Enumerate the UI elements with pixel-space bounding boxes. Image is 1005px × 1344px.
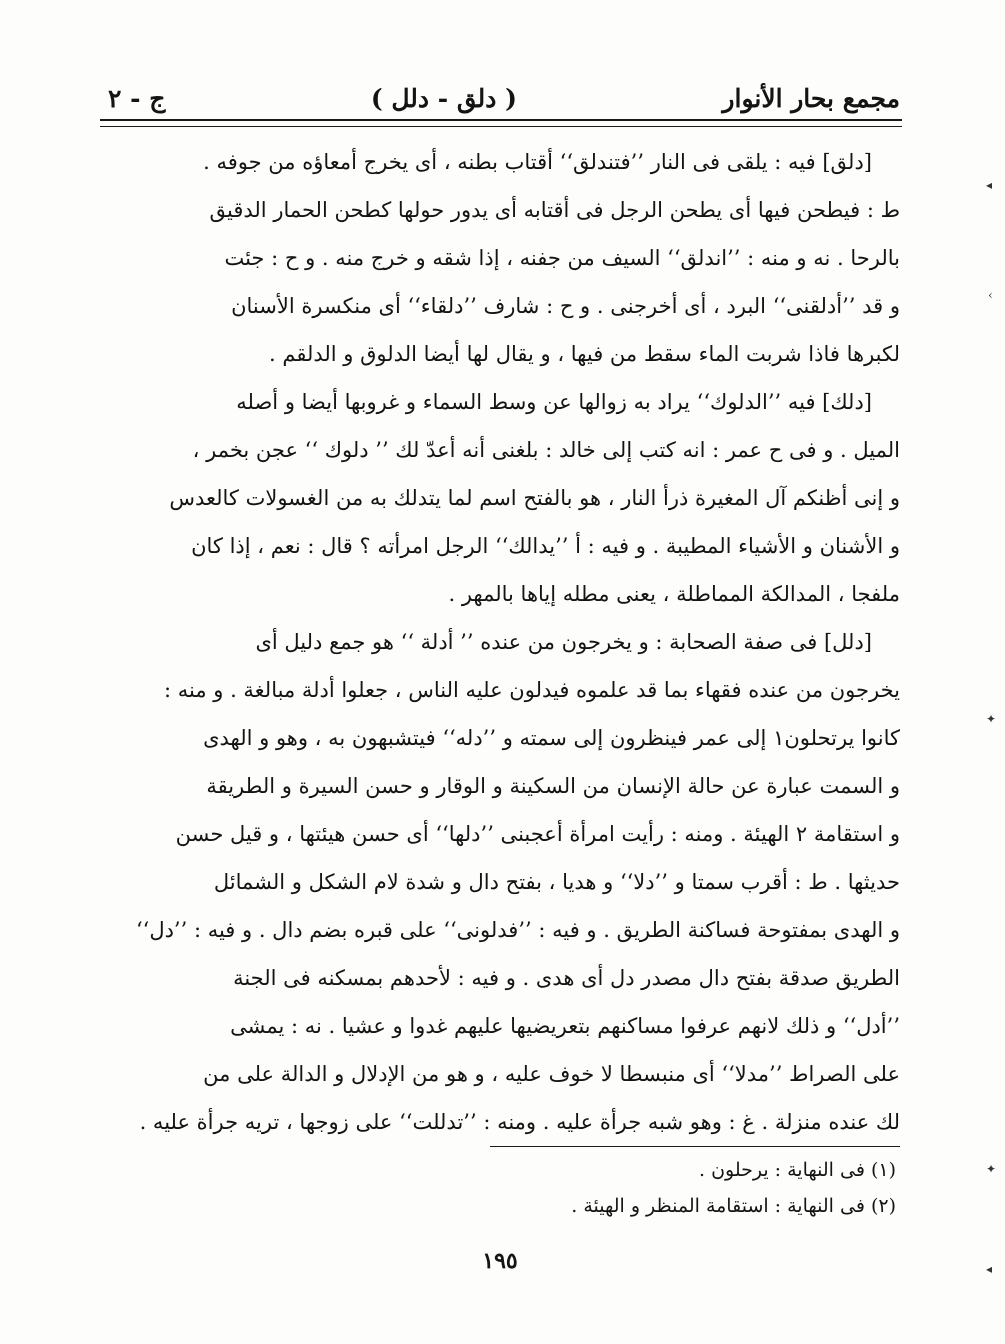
margin-mark: ✦	[986, 1162, 997, 1176]
text-line: الميل . و فى ح عمر : انه كتب إلى خالد : بلغنى أنه أعدّ لك ’’ دلوك ‘‘ عجن بخمر ،	[192, 438, 900, 462]
text-line: ’’أدل‘‘ و ذلك لانهم عرفوا مساكنهم بتعريضيها عليهم غدوا و عشيا . نه : يمشى	[230, 1014, 900, 1038]
text-line: حديثها . ط : أقرب سمتا و ’’دلا‘‘ و هديا ، بفتح دال و شدة لام الشكل و الشمائل	[213, 870, 900, 894]
text-line: و الهدى بمفتوحة فساكنة الطريق . و فيه : ’’فدلونى‘‘ على قبره بضم دال . و فيه : ’’دل‘‘	[135, 918, 900, 942]
text-line: ملفجا ، المدالكة المماطلة ، يعنى مطله إياها بالمهر .	[448, 582, 900, 606]
footnotes	[108, 1152, 900, 1224]
text-line: ط : فيطحن فيها أى يطحن الرجل فى أقتابه أى يدور حولها كطحن الحمار الدقيق	[209, 198, 900, 222]
text-line: على الصراط ’’مدلا‘‘ أى منبسطا لا خوف عليه ، و هو من الإدلال و الدالة على من	[203, 1062, 900, 1086]
text-line: يخرجون من عنده فقهاء بما قد علموه فيدلون عليه الناس ، جعلوا أدلة مبالغة . و منه :	[163, 678, 900, 702]
running-header	[108, 76, 900, 120]
margin-mark: ◂	[986, 178, 993, 192]
text-line: [دلك] فيه ’’الدلوك‘‘ يراد به زوالها عن وسط السماء و غروبها أيضا و أصله	[236, 390, 872, 414]
text-line: و إنى أظنكم آل المغيرة ذرأ النار ، هو بالفتح اسم لما يتدلك به من الغسولات كالعدس	[169, 486, 900, 510]
text-line: و قد ’’أدلقنى‘‘ البرد ، أى أخرجنى . و ح : شارف ’’دلقاء‘‘ أى منكسرة الأسنان	[231, 294, 900, 318]
text-line: و الأشنان و الأشياء المطيبة . و فيه : أ ’’يدالك‘‘ الرجل امرأته ؟ قال : نعم ، إذا كان	[191, 534, 900, 558]
page-number: ١٩٥	[482, 1248, 518, 1274]
text-line: بالرحا . نه و منه : ’’اندلق‘‘ السيف من جفنه ، إذا شقه و خرج منه . و ح : جئت	[224, 246, 900, 270]
main-text	[108, 138, 900, 1146]
text-line: لكبرها فاذا شربت الماء سقط من فيها ، و يقال لها أيضا الدلوق و الدلقم .	[269, 342, 900, 366]
margin-mark: ◂	[986, 1262, 993, 1276]
text-line: و استقامة ٢ الهيئة . ومنه : رأيت امرأة أعجبنى ’’دلها‘‘ أى حسن هيئتها ، و قيل حسن	[175, 822, 900, 846]
margin-mark: ‹	[988, 288, 993, 302]
text-line: الطريق صدقة بفتح دال مصدر دل أى هدى . و فيه : لأحدهم بمسكنه فى الجنة	[233, 966, 900, 990]
footnote-rule	[490, 1146, 900, 1147]
book-title: مجمع بحار الأنوار	[722, 83, 900, 113]
header-rule-thin	[100, 126, 902, 127]
text-line: [دلل] فى صفة الصحابة : و يخرجون من عنده ’’ أدلة ‘‘ هو جمع دليل أى	[255, 630, 872, 654]
text-line: لك عنده منزلة . غ : وهو شبه جرأة عليه . ومنه : ’’تدللت‘‘ على زوجها ، تريه جرأة عليه .	[139, 1110, 900, 1134]
text-line: [دلق] فيه : يلقى فى النار ’’فتندلق‘‘ أقتاب بطنه ، أى يخرج أمعاؤه من جوفه .	[203, 150, 872, 174]
footnote-1: (١) فى النهاية : يرحلون .	[698, 1159, 896, 1181]
footnote-2: (٢) فى النهاية : استقامة المنظر و الهيئة .	[571, 1195, 896, 1217]
margin-mark: ✦	[986, 712, 997, 726]
header-rule-thick	[100, 119, 902, 121]
volume-number: ج - ٢	[108, 83, 166, 113]
text-line: كانوا يرتحلون١ إلى عمر فينظرون إلى سمته و ’’دله‘‘ فيتشبهون به ، وهو و الهدى	[203, 726, 900, 750]
section-title: ( دلق - دلل )	[370, 83, 517, 113]
text-line: و السمت عبارة عن حالة الإنسان من السكينة و الوقار و حسن السيرة و الطريقة	[206, 774, 900, 798]
